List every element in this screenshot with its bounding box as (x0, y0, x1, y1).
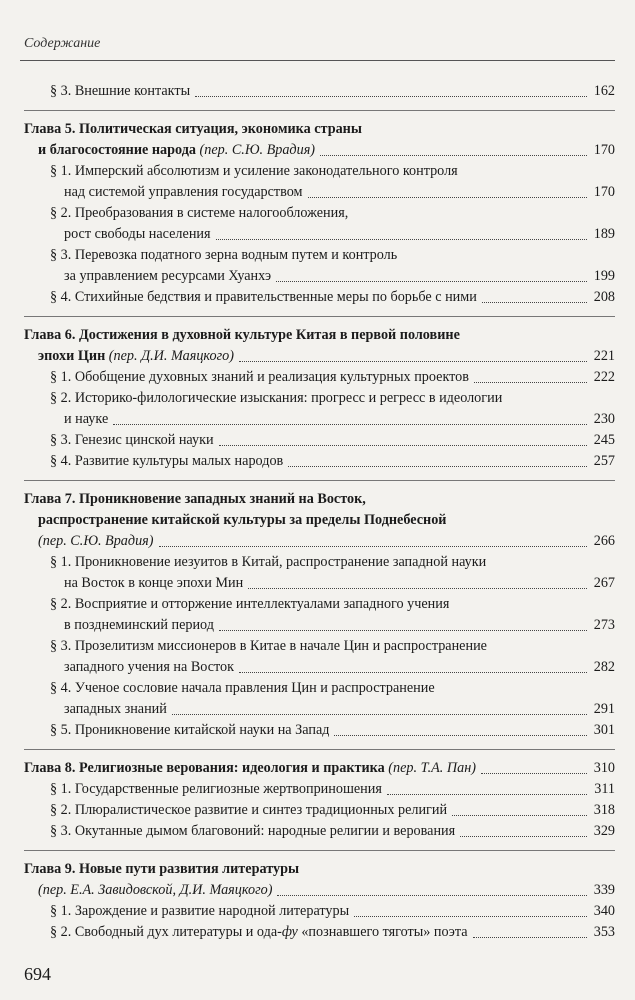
section-divider (24, 110, 615, 111)
toc-page-number: 162 (593, 83, 615, 99)
leader-dots (219, 445, 587, 446)
toc-page-number: 301 (593, 722, 615, 738)
toc-page-number: 273 (593, 617, 615, 633)
toc-page-number: 189 (593, 226, 615, 242)
toc-page-number: 257 (593, 453, 615, 469)
leader-dots (474, 382, 587, 383)
toc-entry-cont[interactable]: на Восток в конце эпохи Мин 267 (24, 573, 615, 594)
leader-dots (334, 735, 587, 736)
toc-page-number: 221 (593, 348, 615, 364)
chapter-5-title[interactable]: Глава 5. Политическая ситуация, экономика страны (24, 121, 362, 137)
toc-entry-cont[interactable]: над системой управления государством 170 (24, 182, 615, 203)
toc-entry[interactable]: § 2. Восприятие и отторжение интеллектуалами западного учения (50, 596, 450, 612)
page-number: 694 (24, 964, 51, 984)
toc-entry[interactable]: § 4. Стихийные бедствия и правительственные меры по борьбе с ними 208 (24, 287, 615, 308)
toc-entry[interactable]: § 1. Имперский абсолютизм и усиление законодательного контроля (50, 163, 458, 179)
toc-entry[interactable]: § 3. Генезис цинской науки 245 (24, 430, 615, 451)
chapter-9-title[interactable]: Глава 9. Новые пути развития литературы (24, 861, 300, 877)
chapter-8-title[interactable]: Глава 8. Религиозные верования: идеология и практика (пер. Т.А. Пан) 310 (24, 758, 615, 779)
toc-entry[interactable]: § 1. Государственные религиозные жертвоприношения 311 (24, 779, 615, 800)
running-title: Содержание (24, 36, 101, 51)
toc-page-number: 329 (593, 823, 615, 839)
toc-page-number: 318 (593, 802, 615, 818)
leader-dots (248, 588, 587, 589)
chapter-7-title-cont[interactable]: распространение китайской культуры за пределы Поднебесной (38, 512, 447, 528)
leader-dots (452, 815, 587, 816)
toc-page-number: 266 (593, 533, 615, 549)
toc-entry[interactable]: § 3. Перевозка податного зерна водным путем и контроль (50, 247, 398, 263)
toc-entry-cont[interactable]: рост свободы населения 189 (24, 224, 615, 245)
table-of-contents (24, 81, 615, 943)
toc-page-number: 340 (593, 903, 615, 919)
leader-dots (277, 895, 587, 896)
section-divider (24, 850, 615, 851)
section-divider (24, 749, 615, 750)
toc-page-number: 199 (593, 268, 615, 284)
chapter-6-title[interactable]: Глава 6. Достижения в духовной культуре Китая в первой половине (24, 327, 460, 343)
toc-entry[interactable]: § 2. Плюралистическое развитие и синтез традиционных религий 318 (24, 800, 615, 821)
chapter-7-title[interactable]: Глава 7. Проникновение западных знаний на Восток, (24, 491, 366, 507)
toc-entry[interactable]: § 2. Свободный дух литературы и ода-фу «познавшего тяготы» поэта 353 (24, 922, 615, 943)
header-rule (20, 60, 615, 61)
toc-page-number: 282 (593, 659, 615, 675)
chapter-9-translator[interactable]: (пер. Е.А. Завидовской, Д.И. Маяцкого) 339 (24, 880, 615, 901)
toc-page-number: 267 (593, 575, 615, 591)
leader-dots (239, 672, 587, 673)
chapter-5-title-cont[interactable]: и благосостояние народа (пер. С.Ю. Врадия) 170 (24, 140, 615, 161)
toc-entry-cont[interactable]: западных знаний 291 (24, 699, 615, 720)
toc-entry[interactable]: § 3. Внешние контакты 162 (24, 81, 615, 102)
toc-page-number: 310 (593, 760, 615, 776)
leader-dots (387, 794, 587, 795)
toc-page-number: 245 (593, 432, 615, 448)
leader-dots (195, 96, 587, 97)
leader-dots (239, 361, 587, 362)
toc-page-number: 311 (594, 781, 615, 797)
leader-dots (354, 916, 587, 917)
toc-entry[interactable]: § 2. Преобразования в системе налогообложения, (50, 205, 349, 221)
toc-entry[interactable]: § 3. Прозелитизм миссионеров в Китае в начале Цин и распространение (50, 638, 487, 654)
leader-dots (113, 424, 587, 425)
toc-page-number: 291 (593, 701, 615, 717)
leader-dots (308, 197, 587, 198)
toc-page-number: 208 (593, 289, 615, 305)
leader-dots (288, 466, 587, 467)
toc-page-number: 339 (593, 882, 615, 898)
leader-dots (320, 155, 587, 156)
toc-page-number: 230 (593, 411, 615, 427)
leader-dots (482, 302, 587, 303)
chapter-7-translator[interactable]: (пер. С.Ю. Врадия) 266 (24, 531, 615, 552)
leader-dots (460, 836, 587, 837)
toc-entry[interactable]: § 2. Историко-филологические изыскания: прогресс и регресс в идеологии (50, 390, 503, 406)
toc-entry[interactable]: § 5. Проникновение китайской науки на Запад 301 (24, 720, 615, 741)
toc-entry[interactable]: § 1. Зарождение и развитие народной литературы 340 (24, 901, 615, 922)
toc-page-number: 170 (593, 184, 615, 200)
toc-page-number: 170 (593, 142, 615, 158)
toc-page-number: 222 (593, 369, 615, 385)
section-divider (24, 316, 615, 317)
leader-dots (481, 773, 587, 774)
toc-entry-cont[interactable]: в позднеминский период 273 (24, 615, 615, 636)
leader-dots (219, 630, 587, 631)
toc-entry-cont[interactable]: и науке 230 (24, 409, 615, 430)
toc-entry-cont[interactable]: за управлением ресурсами Хуанхэ 199 (24, 266, 615, 287)
toc-entry[interactable]: § 4. Ученое сословие начала правления Цин и распространение (50, 680, 435, 696)
leader-dots (159, 546, 588, 547)
leader-dots (276, 281, 587, 282)
toc-entry[interactable]: § 3. Окутанные дымом благовоний: народные религии и верования 329 (24, 821, 615, 842)
leader-dots (473, 937, 587, 938)
chapter-6-title-cont[interactable]: эпохи Цин (пер. Д.И. Маяцкого) 221 (24, 346, 615, 367)
leader-dots (172, 714, 587, 715)
toc-page-number: 353 (593, 924, 615, 940)
toc-entry-cont[interactable]: западного учения на Восток 282 (24, 657, 615, 678)
toc-entry[interactable]: § 1. Обобщение духовных знаний и реализация культурных проектов 222 (24, 367, 615, 388)
leader-dots (216, 239, 587, 240)
section-divider (24, 480, 615, 481)
toc-entry[interactable]: § 4. Развитие культуры малых народов 257 (24, 451, 615, 472)
toc-entry[interactable]: § 1. Проникновение иезуитов в Китай, распространение западной науки (50, 554, 487, 570)
